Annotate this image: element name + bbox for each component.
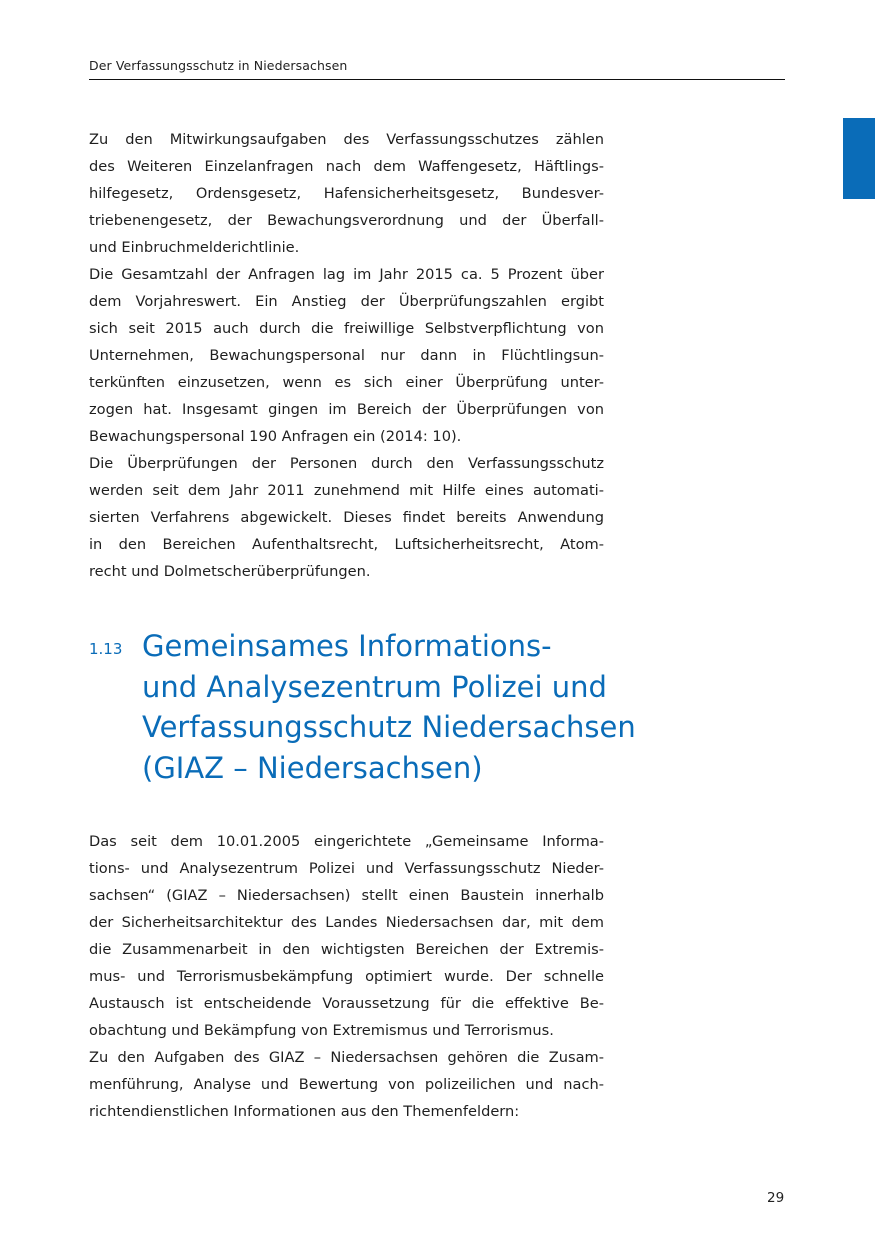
text-line: werden seit dem Jahr 2011 zunehmend mit Hilfe eines automati-: [89, 482, 604, 499]
text-line: richtendienstlichen Informationen aus den Themenfeldern:: [89, 1103, 520, 1120]
running-head: Der Verfassungsschutz in Niedersachsen: [89, 58, 348, 73]
section-number: 1.13: [89, 640, 123, 658]
header-rule: [89, 79, 785, 80]
paragraph-giaz-tasks: [89, 1044, 604, 1125]
text-line: Die Gesamtzahl der Anfragen lag im Jahr 2015 ca. 5 Prozent über: [89, 266, 604, 283]
text-line: in den Bereichen Aufenthaltsrecht, Luftsicherheitsrecht, Atom-: [89, 536, 604, 553]
page-number: 29: [767, 1190, 785, 1206]
section-title-line: und Analysezentrum Polizei und: [142, 669, 607, 704]
text-line: Unternehmen, Bewachungspersonal nur dann in Flüchtlingsun-: [89, 347, 604, 364]
section-title-line: Verfassungsschutz Niedersachsen: [142, 710, 636, 744]
text-line: triebenengesetz, der Bewachungsverordnung und der Überfall-: [89, 212, 604, 229]
text-line: Austausch ist entscheidende Voraussetzung für die effektive Be-: [89, 995, 604, 1012]
text-line: Zu den Aufgaben des GIAZ – Niedersachsen gehören die Zusam-: [89, 1049, 604, 1066]
text-line: sachsen“ (GIAZ – Niedersachsen) stellt einen Baustein innerhalb: [89, 887, 604, 904]
text-line: mus- und Terrorismusbekämpfung optimiert wurde. Der schnelle: [89, 968, 604, 985]
text-line: recht und Dolmetscherüberprüfungen.: [89, 563, 371, 580]
text-line: menführung, Analyse und Bewertung von polizeilichen und nach-: [89, 1076, 604, 1093]
section-title-line: Gemeinsames Informations-: [142, 629, 552, 663]
text-line: obachtung und Bekämpfung von Extremismus und Terrorismus.: [89, 1022, 554, 1039]
text-line: Die Überprüfungen der Personen durch den Verfassungsschutz: [89, 455, 604, 472]
paragraph-automated-procedure: [89, 450, 604, 585]
text-line: die Zusammenarbeit in den wichtigsten Bereichen der Extremis-: [89, 941, 604, 958]
text-line: sich seit 2015 auch durch die freiwillige Selbstverpflichtung von: [89, 320, 604, 337]
text-line: sierten Verfahrens abgewickelt. Dieses findet bereits Anwendung: [89, 509, 604, 526]
text-line: dem Vorjahreswert. Ein Anstieg der Überprüfungszahlen ergibt: [89, 293, 604, 310]
text-line: hilfegesetz, Ordensgesetz, Hafensicherheitsgesetz, Bundesver-: [89, 185, 604, 202]
text-line: zogen hat. Insgesamt gingen im Bereich der Überprüfungen von: [89, 401, 604, 418]
text-line: Das seit dem 10.01.2005 eingerichtete „Gemeinsame Informa-: [89, 833, 604, 850]
paragraph-giaz-intro: [89, 828, 604, 1044]
text-line: der Sicherheitsarchitektur des Landes Niedersachsen dar, mit dem: [89, 914, 604, 931]
text-line: Bewachungspersonal 190 Anfragen ein (2014: 10).: [89, 428, 462, 445]
text-line: terkünften einzusetzen, wenn es sich einer Überprüfung unter-: [89, 374, 604, 391]
section-title: [142, 626, 702, 788]
text-line: des Weiteren Einzelanfragen nach dem Waffengesetz, Häftlings-: [89, 158, 604, 175]
paragraph-cooperation-tasks: [89, 126, 604, 261]
chapter-tab-marker: [843, 118, 875, 199]
text-line: tions- und Analysezentrum Polizei und Verfassungsschutz Nieder-: [89, 860, 604, 877]
paragraph-request-totals: [89, 261, 604, 450]
text-line: Zu den Mitwirkungsaufgaben des Verfassungsschutzes zählen: [89, 131, 604, 148]
section-title-line: (GIAZ – Niedersachsen): [142, 750, 483, 785]
text-line: und Einbruchmelderichtlinie.: [89, 239, 300, 256]
